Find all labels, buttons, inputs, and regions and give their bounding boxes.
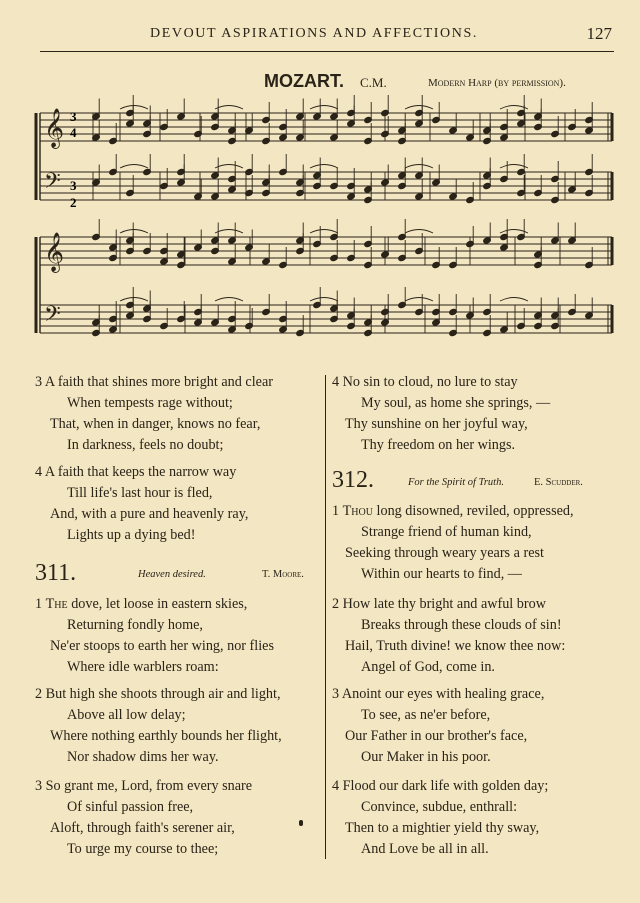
verse-line: A faith that shines more bright and clear	[44, 374, 273, 390]
stanza-2-hymn-311	[35, 684, 282, 768]
tune-meter: C.M.	[360, 75, 387, 90]
slur-mark	[405, 165, 433, 169]
verse-line: Within our hearts to find, —	[361, 566, 522, 582]
verse-line: Our Father in our brother's face,	[345, 728, 528, 744]
slur-mark	[310, 165, 338, 169]
stanza-number: 4	[332, 778, 340, 794]
slur-mark	[310, 106, 338, 110]
stanza-number: 3	[332, 686, 340, 702]
verse-line: That, when in danger, knows no fear,	[50, 416, 261, 432]
verse-line: dove, let loose in eastern skies,	[67, 596, 248, 612]
verse-line: How late thy bright and awful brow	[342, 596, 546, 612]
verse-line: Thy freedom on her wings.	[361, 437, 516, 453]
column-divider	[325, 375, 326, 859]
verse-line: Where nothing earthly bounds her flight,	[50, 728, 282, 744]
verse-line: In darkness, feels no doubt;	[67, 437, 224, 453]
verse-line: So grant me, Lord, from every snare	[45, 778, 253, 794]
page-number: 127	[586, 24, 612, 43]
slur-mark	[405, 230, 433, 234]
verse-line: And Love be all in all.	[361, 841, 489, 857]
stanza-number: 1	[332, 503, 340, 519]
verse-line: Nor shadow dims her way.	[67, 749, 219, 765]
stanza-3-left	[35, 372, 273, 456]
stanza-number: 3	[35, 374, 43, 390]
verse-line: Breaks through these clouds of sin!	[361, 617, 562, 633]
stanza-4-right	[332, 372, 550, 456]
tune-name: MOZART.	[264, 71, 344, 91]
time-signature-lower-bass: 2	[70, 195, 77, 210]
verse-line: Anoint our eyes with healing grace,	[341, 686, 545, 702]
verse-line: And, with a pure and heavenly ray,	[50, 506, 249, 522]
ink-mark	[299, 820, 303, 826]
tune-source: Modern Harp (by permission).	[428, 77, 566, 89]
slur-mark	[215, 298, 243, 302]
bass-clef-icon: 𝄢	[44, 169, 61, 199]
hymn-author-312: E. Scudder.	[534, 477, 583, 488]
verse-line: Lights up a dying bed!	[67, 527, 196, 543]
stanza-3-hymn-312	[332, 684, 544, 768]
slur-mark	[120, 298, 148, 302]
stanza-2-hymn-312	[332, 594, 565, 678]
time-signature-upper-bass: 3	[70, 178, 77, 193]
slur-mark	[310, 298, 338, 302]
verse-line: Returning fondly home,	[67, 617, 203, 633]
first-word: Thou	[342, 503, 373, 519]
slur-mark	[120, 230, 148, 234]
slur-mark	[215, 106, 243, 110]
verse-line: Convince, subdue, enthrall:	[361, 799, 518, 815]
first-word: The	[45, 596, 68, 612]
verse-line: My soul, as home she springs, —	[361, 395, 551, 411]
verse-line: To urge my course to thee;	[67, 841, 219, 857]
verse-line: Then to a mightier yield thy sway,	[345, 820, 540, 836]
time-signature-lower-top: 4	[70, 125, 77, 140]
slur-mark	[215, 165, 243, 169]
hymn-topic-311: Heaven desired.	[138, 569, 206, 580]
stanza-1-hymn-311	[35, 594, 274, 678]
verse-line: Angel of God, come in.	[361, 659, 495, 675]
verse-line: Strange friend of human kind,	[361, 524, 532, 540]
verse-line: No sin to cloud, no lure to stay	[342, 374, 518, 390]
hymn-number-312: 312.	[332, 467, 374, 493]
slur-mark	[500, 298, 528, 302]
bass-clef-icon: 𝄢	[44, 302, 61, 332]
stanza-number: 4	[35, 464, 43, 480]
stanza-number: 2	[35, 686, 43, 702]
verse-line: Thy sunshine on her joyful way,	[345, 416, 528, 432]
hymn-author-311: T. Moore.	[262, 569, 304, 580]
time-signature-upper-top: 3	[70, 109, 77, 124]
stanza-1-hymn-312	[332, 501, 574, 585]
slur-mark	[215, 230, 243, 234]
stanza-4-left	[35, 462, 248, 546]
verse-line: Seeking through weary years a rest	[345, 545, 544, 561]
verse-line: Where idle warblers roam:	[67, 659, 219, 675]
verse-line: Flood our dark life with golden day;	[342, 778, 549, 794]
verse-line: Aloft, through faith's serener air,	[50, 820, 235, 836]
slur-mark	[405, 106, 433, 110]
stanza-3-hymn-311	[35, 776, 252, 860]
running-title: DEVOUT ASPIRATIONS AND AFFECTIONS.	[150, 26, 478, 41]
hymn-topic-312: For the Spirit of Truth.	[408, 477, 504, 488]
verse-line: Hail, Truth divine! we know thee now:	[345, 638, 566, 654]
stanza-4-hymn-312	[332, 776, 548, 860]
slur-mark	[310, 230, 338, 234]
verse-line: Above all low delay;	[67, 707, 186, 723]
slur-mark	[120, 165, 148, 169]
verse-line: But high she shoots through air and light,	[45, 686, 281, 702]
verse-line: long disowned, reviled, oppressed,	[372, 503, 574, 519]
stanza-number: 2	[332, 596, 340, 612]
verse-line: When tempests rage without;	[67, 395, 233, 411]
verse-line: Of sinful passion free,	[67, 799, 194, 815]
verse-line: Ne'er stoops to earth her wing, nor flies	[50, 638, 274, 654]
treble-clef-icon: 𝄞	[44, 232, 65, 272]
treble-clef-icon: 𝄞	[44, 108, 65, 148]
music-score	[0, 0, 640, 370]
stanza-number: 3	[35, 778, 43, 794]
slur-mark	[405, 298, 433, 302]
verse-line: Our Maker in his poor.	[361, 749, 491, 765]
stanza-number: 1	[35, 596, 43, 612]
slur-mark	[120, 106, 148, 110]
verse-line: A faith that keeps the narrow way	[44, 464, 237, 480]
hymn-number-311: 311.	[35, 560, 77, 586]
verse-line: Till life's last hour is fled,	[67, 485, 213, 501]
verse-line: To see, as ne'er before,	[361, 707, 491, 723]
stanza-number: 4	[332, 374, 340, 390]
